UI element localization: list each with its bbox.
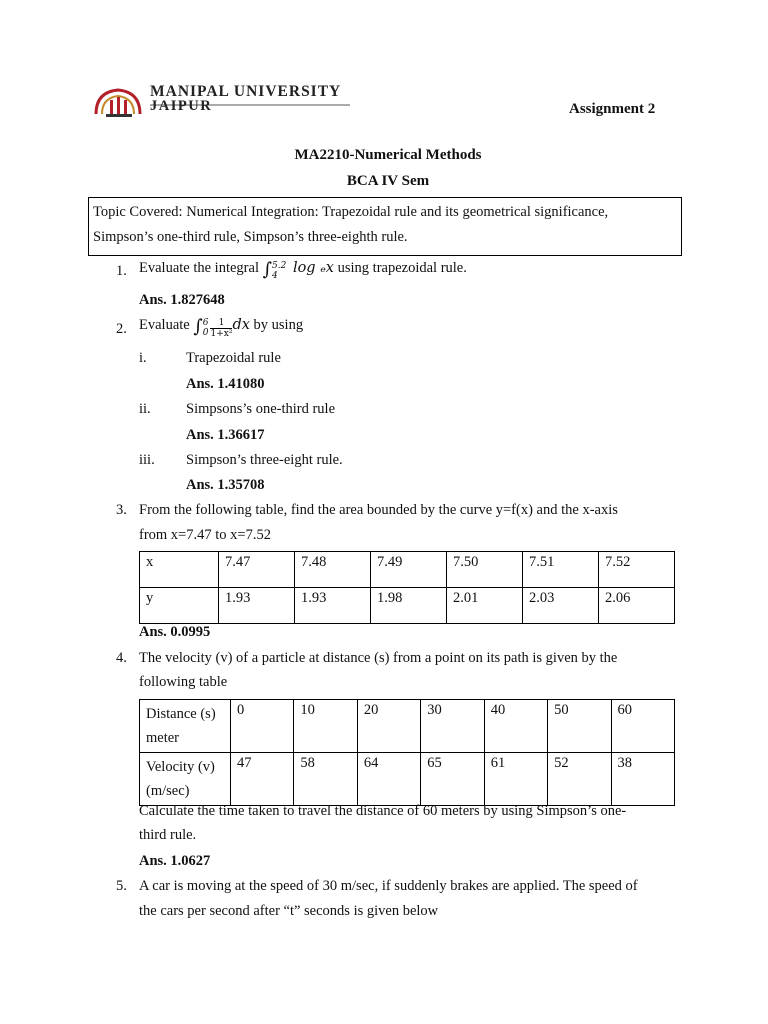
table-row bbox=[140, 700, 675, 753]
distance-header: Distance (s) bbox=[146, 706, 216, 722]
q1-prefix: Evaluate the integral bbox=[139, 260, 259, 276]
q2-part-answer: Ans. 1.35708 bbox=[186, 477, 265, 493]
topic-line-2: Simpson’s one-third rule, Simpson’s three-eighth rule. bbox=[93, 229, 408, 245]
table-cell: 58 bbox=[294, 753, 357, 806]
q3-table bbox=[139, 551, 675, 624]
table-cell: 2.01 bbox=[447, 588, 523, 624]
table-cell: 38 bbox=[611, 753, 674, 806]
q2-fraction-denominator: 1+x² bbox=[210, 329, 233, 339]
q2-part-text: Simpson’s three-eight rule. bbox=[186, 452, 343, 468]
semester-title: BCA IV Sem bbox=[346, 173, 430, 189]
table-cell: 1.93 bbox=[219, 588, 295, 624]
q1-text bbox=[139, 259, 467, 281]
topic-line-1: Topic Covered: Numerical Integration: Trapezoidal rule and its geometrical significance, bbox=[93, 204, 609, 220]
q2-part-text: Trapezoidal rule bbox=[186, 350, 281, 366]
table-cell: 2.03 bbox=[523, 588, 599, 624]
table-cell: 7.51 bbox=[523, 552, 599, 588]
q5-line-1: A car is moving at the speed of 30 m/sec, if suddenly brakes are applied. The speed of bbox=[139, 878, 638, 894]
q1-number: 1. bbox=[116, 263, 127, 279]
q4-line-3: Calculate the time taken to travel the distance of 60 meters by using Simpson’s one- bbox=[139, 803, 627, 819]
q3-line-1: From the following table, find the area bounded by the curve y=f(x) and the x-axis bbox=[139, 502, 618, 518]
q2-part-number: i. bbox=[139, 350, 147, 366]
q2-part-answer: Ans. 1.41080 bbox=[186, 376, 265, 392]
table-cell: 60 bbox=[611, 700, 674, 753]
distance-unit: meter bbox=[146, 730, 180, 746]
q2-part-number: iii. bbox=[139, 452, 155, 468]
table-cell: 61 bbox=[484, 753, 547, 806]
table-row bbox=[140, 588, 675, 624]
table-cell: 20 bbox=[357, 700, 420, 753]
q2-part-number: ii. bbox=[139, 401, 151, 417]
velocity-unit: (m/sec) bbox=[146, 783, 190, 799]
q2-part-answer: Ans. 1.36617 bbox=[186, 427, 265, 443]
table-cell: 7.47 bbox=[219, 552, 295, 588]
table-cell: 1.98 bbox=[371, 588, 447, 624]
table-cell: 7.49 bbox=[371, 552, 447, 588]
q3-line-2: from x=7.47 to x=7.52 bbox=[139, 527, 271, 543]
q2-part-text: Simpsons’s one-third rule bbox=[186, 401, 336, 417]
q3-number: 3. bbox=[116, 502, 127, 518]
q1-integrand: log ₑx bbox=[292, 260, 334, 276]
logo-emblem bbox=[96, 90, 140, 117]
course-title: MA2210-Numerical Methods bbox=[294, 147, 482, 163]
q1-lower-limit: 4 bbox=[272, 271, 278, 281]
table-cell: 7.48 bbox=[295, 552, 371, 588]
topic-box bbox=[88, 197, 682, 256]
q1-answer: Ans. 1.827648 bbox=[139, 292, 225, 308]
table-cell: 1.93 bbox=[295, 588, 371, 624]
q4-table bbox=[139, 699, 675, 806]
table-cell: 52 bbox=[548, 753, 611, 806]
q4-line-4: third rule. bbox=[139, 827, 197, 843]
table-cell: 50 bbox=[548, 700, 611, 753]
q1-suffix: using trapezoidal rule. bbox=[337, 260, 467, 276]
table-cell: 47 bbox=[231, 753, 294, 806]
q2-dx: dx bbox=[232, 317, 250, 333]
q1-integral: ∫5.2 4 log ₑx bbox=[262, 259, 334, 281]
q2-upper-limit: 6 bbox=[202, 318, 209, 328]
q1-upper-limit: 5.2 bbox=[272, 261, 287, 271]
table-cell: x bbox=[140, 552, 219, 588]
q5-number: 5. bbox=[116, 878, 127, 894]
logo-line-2: JAIPUR bbox=[150, 98, 213, 114]
q4-answer: Ans. 1.0627 bbox=[139, 853, 211, 869]
table-row bbox=[140, 753, 675, 806]
table-header-cell bbox=[140, 753, 231, 806]
q4-line-2: following table bbox=[139, 674, 228, 690]
q2-integral: ∫6 0 $\frac{1}{\text{1+x²}}$ dx bbox=[193, 316, 250, 339]
q2-lower-limit: 0 bbox=[202, 328, 209, 338]
table-header-cell bbox=[140, 700, 231, 753]
q2-text bbox=[139, 316, 303, 339]
assignment-label: Assignment 2 bbox=[569, 101, 656, 117]
q4-number: 4. bbox=[116, 650, 127, 666]
q2-number: 2. bbox=[116, 321, 127, 337]
q2-fraction-numerator: 1 bbox=[210, 318, 232, 329]
velocity-header: Velocity (v) bbox=[146, 759, 215, 775]
table-cell: 64 bbox=[357, 753, 420, 806]
table-cell: 7.50 bbox=[447, 552, 523, 588]
table-cell: 65 bbox=[421, 753, 484, 806]
q4-line-1: The velocity (v) of a particle at distance (s) from a point on its path is given by the bbox=[139, 650, 618, 666]
table-row bbox=[140, 552, 675, 588]
table-cell: 10 bbox=[294, 700, 357, 753]
table-cell: 2.06 bbox=[599, 588, 675, 624]
q3-answer: Ans. 0.0995 bbox=[139, 624, 211, 640]
table-cell: y bbox=[140, 588, 219, 624]
logo-wordmark bbox=[150, 85, 341, 113]
q2-suffix: by using bbox=[253, 317, 304, 333]
table-cell: 0 bbox=[231, 700, 294, 753]
logo-line-1: MANIPAL UNIVERSITY bbox=[150, 83, 342, 100]
q2-prefix: Evaluate bbox=[139, 317, 190, 333]
q5-line-2: the cars per second after “t” seconds is given below bbox=[139, 903, 439, 919]
table-cell: 40 bbox=[484, 700, 547, 753]
table-cell: 7.52 bbox=[599, 552, 675, 588]
table-cell: 30 bbox=[421, 700, 484, 753]
